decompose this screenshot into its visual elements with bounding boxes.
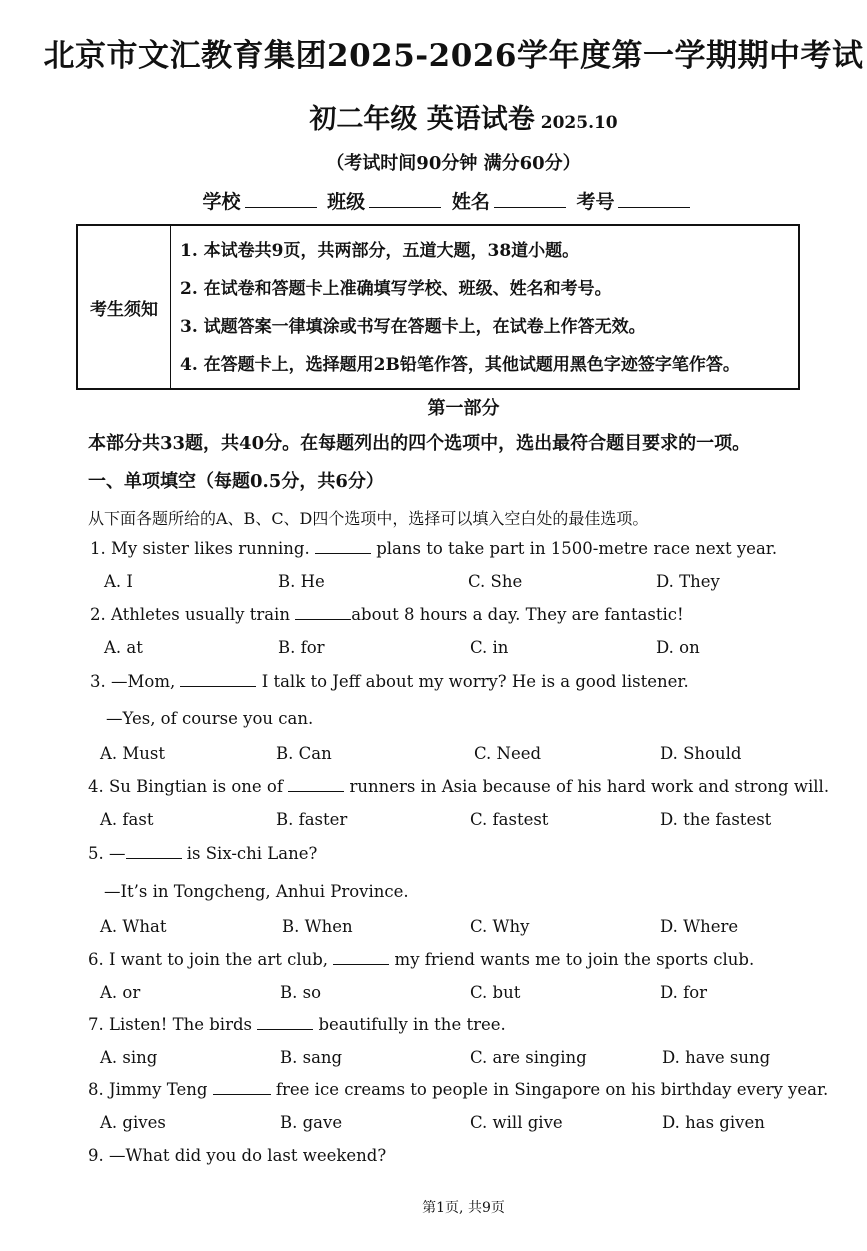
class-blank[interactable] — [369, 191, 441, 208]
question-text: 7. Listen! The birds — [88, 1015, 258, 1034]
question-text: plans to take part in 1500-metre race next year. — [370, 539, 778, 558]
student-info-line — [0, 187, 867, 214]
notice-item: 2. 在试卷和答题卡上准确填写学校、班级、姓名和考号。 — [180, 279, 612, 299]
question-5 — [88, 844, 317, 863]
option-b[interactable]: B. Can — [276, 744, 332, 763]
option-d[interactable]: D. for — [660, 983, 708, 1002]
notice-list — [180, 232, 740, 384]
option-d[interactable]: D. Where — [660, 917, 739, 936]
option-d[interactable]: D. have sung — [662, 1048, 771, 1067]
option-b[interactable]: B. gave — [280, 1113, 343, 1132]
option-a[interactable]: A. Must — [100, 744, 166, 763]
answer-blank[interactable] — [257, 1015, 313, 1030]
exam-duration: （考试时间90分钟 满分60分） — [326, 153, 581, 174]
exam-date: 2025.10 — [540, 113, 618, 133]
section-title: 一、单项填空（每题0.5分，共6分） — [88, 471, 384, 492]
answer-blank[interactable] — [288, 777, 344, 792]
class-label: 班级 — [327, 191, 366, 213]
exam-number-blank[interactable] — [618, 191, 690, 208]
option-c[interactable]: C. will give — [470, 1113, 563, 1132]
option-c[interactable]: C. but — [470, 983, 521, 1002]
option-b[interactable]: B. for — [278, 638, 325, 657]
section-instruction: 从下面各题所给的A、B、C、D四个选项中，选择可以填入空白处的最佳选项。 — [88, 509, 649, 528]
option-a[interactable]: A. I — [104, 572, 133, 591]
school-label: 学校 — [202, 191, 241, 213]
option-c[interactable]: C. are singing — [470, 1048, 587, 1067]
question-text: runners in Asia because of his hard work and strong will. — [344, 777, 830, 796]
page-footer: 第1页, 共9页 — [422, 1200, 505, 1216]
option-d[interactable]: D. the fastest — [660, 810, 772, 829]
answer-blank[interactable] — [126, 844, 182, 859]
option-d[interactable]: D. They — [656, 572, 720, 591]
option-b[interactable]: B. so — [280, 983, 322, 1002]
option-c[interactable]: C. fastest — [470, 810, 549, 829]
question-text: 3. —Mom, — [90, 672, 181, 691]
exam-number-label: 考号 — [576, 191, 615, 213]
name-blank[interactable] — [494, 191, 566, 208]
option-c[interactable]: C. in — [470, 638, 509, 657]
part-title: 第一部分 — [427, 398, 500, 419]
question-9: 9. —What did you do last weekend? — [88, 1146, 387, 1165]
answer-blank[interactable] — [315, 539, 371, 554]
question-3 — [90, 672, 689, 691]
option-a[interactable]: A. or — [100, 983, 141, 1002]
question-text: about 8 hours a day. They are fantastic! — [351, 605, 684, 624]
notice-box — [76, 224, 800, 390]
question-2 — [90, 605, 684, 624]
exam-subtitle — [0, 97, 867, 136]
answer-blank[interactable] — [213, 1080, 271, 1095]
option-c[interactable]: C. She — [468, 572, 523, 591]
answer-blank[interactable] — [333, 950, 389, 965]
notice-item: 3. 试题答案一律填涂或书写在答题卡上，在试卷上作答无效。 — [180, 317, 646, 337]
notice-item: 4. 在答题卡上，选择题用2B铅笔作答，其他试题用黑色字迹签字笔作答。 — [180, 355, 740, 375]
question-text: 6. I want to join the art club, — [88, 950, 334, 969]
question-4 — [88, 777, 829, 796]
name-label: 姓名 — [451, 191, 490, 213]
question-reply: —It’s in Tongcheng, Anhui Province. — [104, 882, 409, 901]
question-text: 2. Athletes usually train — [90, 605, 296, 624]
question-6 — [88, 950, 754, 969]
question-text: 5. — — [88, 844, 126, 863]
option-a[interactable]: A. at — [104, 638, 143, 657]
question-text: my friend wants me to join the sports club. — [389, 950, 755, 969]
option-c[interactable]: C. Need — [474, 744, 542, 763]
question-text: I talk to Jeff about my worry? He is a good listener. — [256, 672, 689, 691]
option-a[interactable]: A. What — [100, 917, 167, 936]
notice-label: 考生须知 — [78, 226, 171, 388]
question-reply: —Yes, of course you can. — [106, 709, 314, 728]
option-c[interactable]: C. Why — [470, 917, 530, 936]
option-b[interactable]: B. faster — [276, 810, 348, 829]
option-b[interactable]: B. He — [278, 572, 325, 591]
option-a[interactable]: A. sing — [100, 1048, 158, 1067]
option-b[interactable]: B. When — [282, 917, 353, 936]
question-text: beautifully in the tree. — [313, 1015, 506, 1034]
option-d[interactable]: D. has given — [662, 1113, 765, 1132]
answer-blank[interactable] — [295, 605, 351, 620]
option-d[interactable]: D. Should — [660, 744, 742, 763]
question-text: is Six-chi Lane? — [181, 844, 318, 863]
question-text: free ice creams to people in Singapore on his birthday every year. — [270, 1080, 829, 1099]
option-a[interactable]: A. fast — [100, 810, 154, 829]
grade-subject: 初二年级 英语试卷 — [309, 104, 535, 135]
question-text: 8. Jimmy Teng — [88, 1080, 213, 1099]
option-b[interactable]: B. sang — [280, 1048, 343, 1067]
exam-title: 北京市文汇教育集团2025-2026学年度第一学期期中考试 — [43, 38, 864, 74]
school-blank[interactable] — [245, 191, 317, 208]
option-d[interactable]: D. on — [656, 638, 700, 657]
question-1 — [90, 539, 777, 558]
question-text: 1. My sister likes running. — [90, 539, 315, 558]
part-description: 本部分共33题，共40分。在每题列出的四个选项中，选出最符合题目要求的一项。 — [88, 433, 751, 454]
option-a[interactable]: A. gives — [100, 1113, 166, 1132]
question-8 — [88, 1080, 828, 1099]
answer-blank[interactable] — [180, 672, 256, 687]
notice-item: 1. 本试卷共9页，共两部分，五道大题，38道小题。 — [180, 241, 580, 261]
question-text: 4. Su Bingtian is one of — [88, 777, 289, 796]
question-7 — [88, 1015, 506, 1034]
